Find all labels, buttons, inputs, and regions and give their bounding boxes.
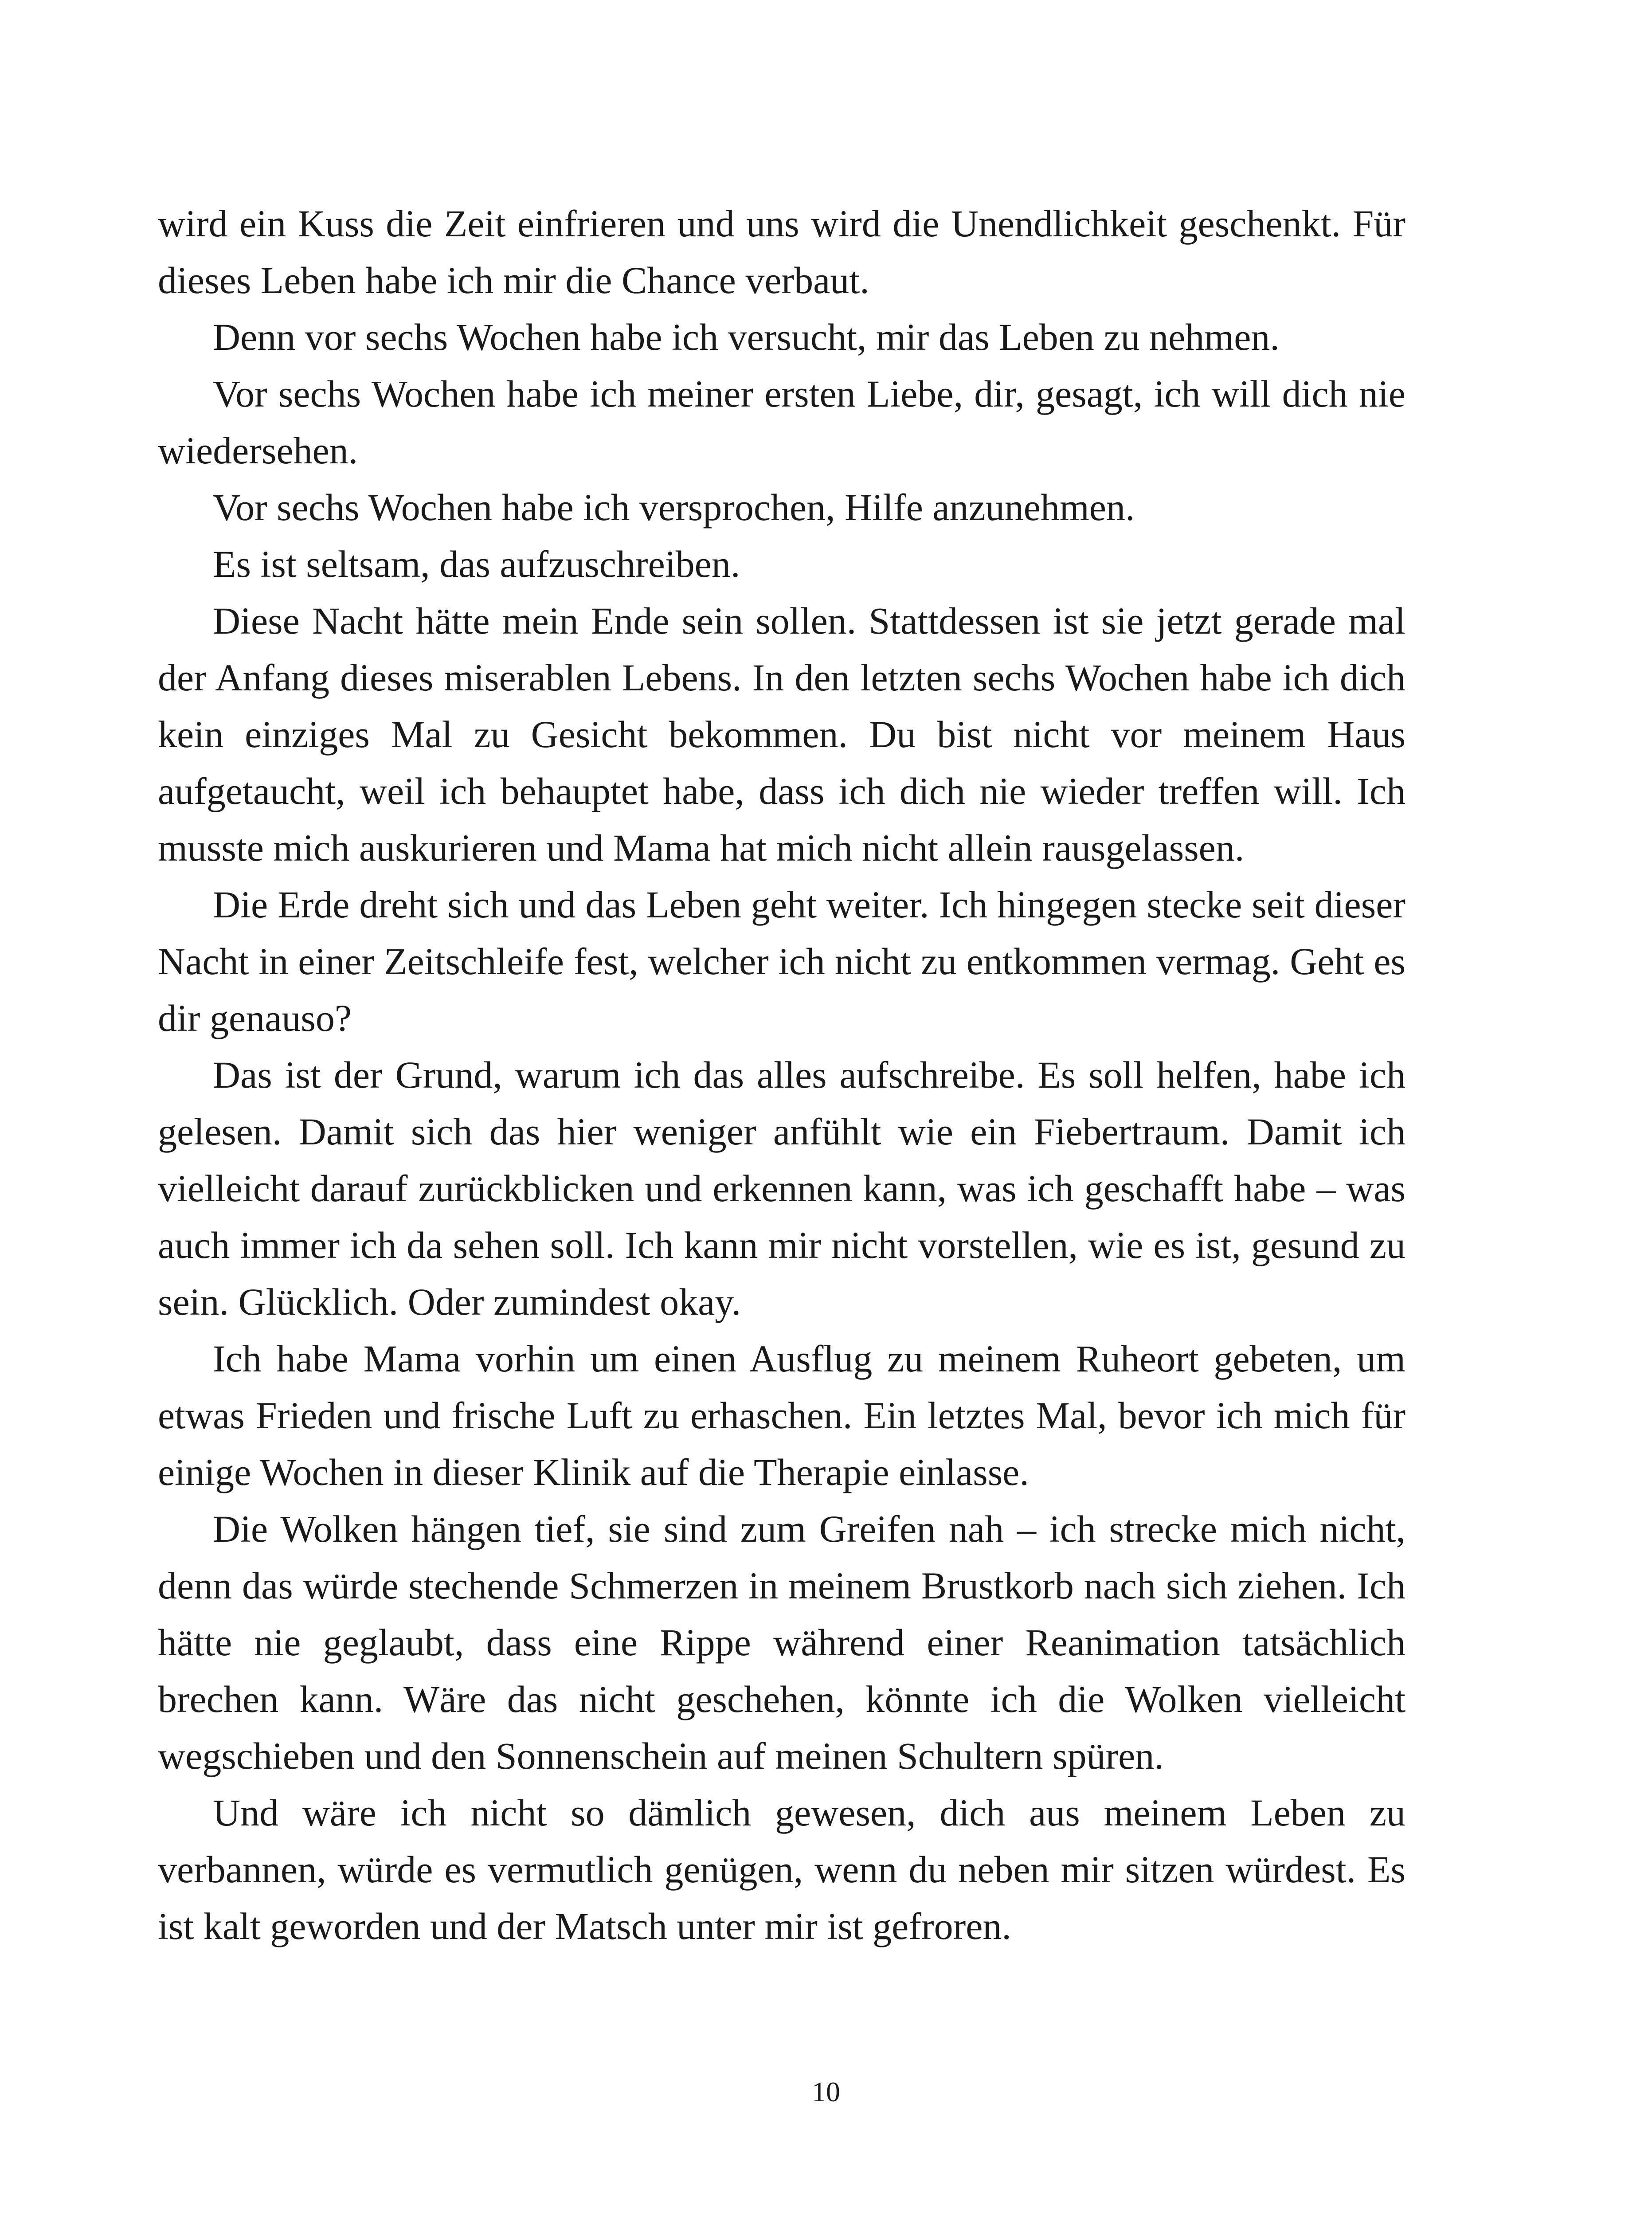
paragraph-10: Die Wolken hängen tief, sie sind zum Greifen nah – ich strecke mich nicht, denn das würde stechende Schmerzen in meinem Brustkorb nach sich ziehen. Ich hätte nie geglaubt, dass eine Rippe während einer Reanimation tatsächlich brechen kann. Wäre das nicht geschehen, könnte ich die Wolken vielleicht wegschieben und den Sonnenschein auf meinen Schultern spüren.: [158, 1508, 1405, 1777]
paragraph-8: Das ist der Grund, warum ich das alles aufschreibe. Es soll helfen, habe ich gelesen. Damit sich das hier weniger anfühlt wie ein Fiebertraum. Damit ich vielleicht darauf zurückblicken und erkennen kann, was ich geschafft habe – was auch immer ich da sehen soll. Ich kann mir nicht vorstellen, wie es ist, gesund zu sein. Glücklich. Oder zumindest okay.: [158, 1054, 1405, 1323]
paragraph-4: Vor sechs Wochen habe ich versprochen, Hilfe anzunehmen.: [213, 486, 1135, 529]
paragraph-7: Die Erde dreht sich und das Leben geht weiter. Ich hingegen stecke seit dieser Nacht in einer Zeitschleife fest, welcher ich nicht zu entkommen vermag. Geht es dir genauso?: [158, 883, 1405, 1039]
paragraph-9: Ich habe Mama vorhin um einen Ausflug zu meinem Ruheort gebeten, um etwas Frieden und frische Luft zu erhaschen. Ein letztes Mal, bevor ich mich für einige Wochen in dieser Klinik auf die Therapie einlasse.: [158, 1337, 1405, 1493]
paragraph-3: Vor sechs Wochen habe ich meiner ersten Liebe, dir, gesagt, ich will dich nie wiedersehen.: [158, 372, 1405, 472]
paragraph-11: Und wäre ich nicht so dämlich gewesen, dich aus meinem Leben zu verbannen, würde es vermutlich genügen, wenn du neben mir sitzen würdest. Es ist kalt geworden und der Matsch unter mir ist gefroren.: [158, 1791, 1405, 1947]
body-text: [158, 195, 1405, 1955]
paragraph-1: wird ein Kuss die Zeit einfrieren und uns wird die Unendlichkeit geschenkt. Für dieses Leben habe ich mir die Chance verbaut.: [158, 202, 1405, 302]
paragraph-2: Denn vor sechs Wochen habe ich versucht, mir das Leben zu nehmen.: [213, 316, 1280, 358]
page-number: 10: [812, 2076, 840, 2107]
paragraph-6: Diese Nacht hätte mein Ende sein sollen. Stattdessen ist sie jetzt gerade mal der Anfang dieses miserablen Lebens. In den letzten sechs Wochen habe ich dich kein einziges Mal zu Gesicht bekommen. Du bist nicht vor meinem Haus aufgetaucht, weil ich behauptet habe, dass ich dich nie wieder treffen will. Ich musste mich auskurieren und Mama hat mich nicht allein rausgelassen.: [158, 599, 1405, 869]
paragraph-5: Es ist seltsam, das aufzuschreiben.: [213, 543, 740, 585]
